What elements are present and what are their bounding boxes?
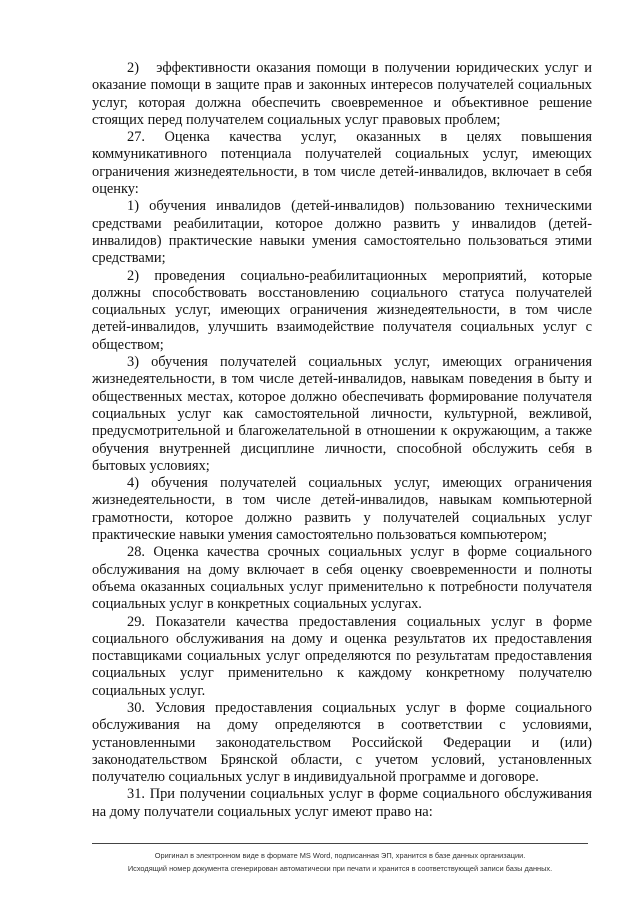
- document-body: [92, 60, 592, 821]
- paragraph-item-3-behavior-training: 3) обучения получателей социальных услуг, имеющих ограничения жизнедеятельности, в том числе детей-инвалидов, навыкам поведения в быту и общественных местах, которое должно обеспечивать формирование получателя социальных услуг как самостоятельной личности, культурной, вежливой, предусмотрительной и благожелательной в отношении к окружающим, а также обучения внутренней дисциплине личности, способной обслужить себя в бытовых условиях;: [92, 354, 592, 474]
- paragraph-item-1-rehab-tools: 1) обучения инвалидов (детей-инвалидов) пользованию техническими средствами реабилитации, которое должно развить у инвалидов (детей-инвалидов) практические навыки умения самостоятельно пользоваться этими средствами;: [92, 198, 592, 267]
- page-footer: [40, 849, 640, 875]
- footer-divider: [92, 843, 588, 844]
- paragraph-28-urgent-services: 28. Оценка качества срочных социальных услуг в форме социального обслуживания на дому включает в себя оценку своевременности и полноты объема оказанных социальных услуг применительно к потребности получателя социальных услуг в конкретных социальных услугах.: [92, 544, 592, 613]
- footer-number-note: Исходящий номер документа сгенерирован автоматически при печати и хранится в соответствующей записи базы данных.: [127, 864, 553, 873]
- footer-original-note: Оригинал в электронном виде в формате MS Word, подписанная ЭП, хранится в базе данных организации.: [154, 851, 526, 860]
- paragraph-item-2-social-rehab: 2) проведения социально-реабилитационных мероприятий, которые должны способствовать восстановлению социального статуса получателей социальных услуг, имеющих ограничения жизнедеятельности, в том числе детей-инвалидов, улучшить взаимодействие получателя социальных услуг с обществом;: [92, 267, 592, 353]
- paragraph-29-quality-indicators: 29. Показатели качества предоставления социальных услуг в форме социального обслуживания на дому и оценка результатов их предоставления поставщиками социальных услуг определяются по результатам предоставления социальных услуг применительно к каждому конкретному получателю социальных услуг.: [92, 613, 592, 699]
- paragraph-30-service-conditions: 30. Условия предоставления социальных услуг в форме социального обслуживания на дому определяются в соответствии с условиями, установленными законодательством Российской Федерации и (или) законодательством Брянской области, с учетом условий, установленных получателю социальных услуг в индивидуальной программе и договоре.: [92, 699, 592, 786]
- paragraph-item-4-computer-literacy: 4) обучения получателей социальных услуг, имеющих ограничения жизнедеятельности, в том числе детей-инвалидов, навыкам компьютерной грамотности, которое должно развить у получателей социальных услуг практические навыки умения самостоятельно пользоваться компьютером;: [92, 475, 592, 544]
- paragraph-item-2-legal-help: 2) эффективности оказания помощи в получении юридических услуг и оказание помощи в защите прав и законных интересов получателей социальных услуг, которая должна обеспечить своевременное и объективное решение стоящих перед получателем социальных услуг правовых проблем;: [92, 60, 592, 128]
- paragraph-31-recipient-rights: 31. При получении социальных услуг в форме социального обслуживания на дому получатели социальных услуг имеют право на:: [92, 786, 592, 820]
- paragraph-27-communication-quality: 27. Оценка качества услуг, оказанных в целях повышения коммуникативного потенциала получателей социальных услуг, имеющих ограничения жизнедеятельности, в том числе детей-инвалидов, включает в себя оценку:: [92, 129, 592, 198]
